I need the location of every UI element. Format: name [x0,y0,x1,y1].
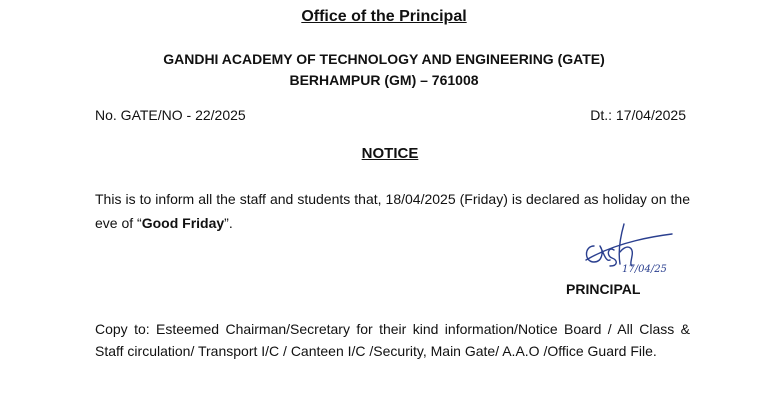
signature-icon [580,216,680,278]
institution-header [0,49,768,91]
reference-line [95,107,686,123]
principal-designation: PRINCIPAL [566,281,641,297]
signature-date: 17/04/25 [622,264,667,275]
copy-to-list: Copy to: Esteemed Chairman/Secretary for their kind information/Notice Board / All Class & Staff circulation/ Transport I/C / Canteen I/C /Security, Main Gate/ A.A.O /Office Guard File. [95,321,690,359]
reference-number: No. GATE/NO - 22/2025 [95,107,246,123]
notice-body-suffix: ”. [224,215,233,231]
institution-address: BERHAMPUR (GM) – 761008 [289,72,479,88]
notice-heading: NOTICE [361,145,419,162]
office-title: Office of the Principal [301,8,467,25]
reference-date: Dt.: 17/04/2025 [590,107,686,123]
institution-name: GANDHI ACADEMY OF TECHNOLOGY AND ENGINEERING (GATE) [163,51,605,67]
notice-body-emphasis: Good Friday [141,215,225,231]
principal-signature [580,216,680,278]
notice-body-prefix: This is to inform all the staff and students that, 18/04/2025 (Friday) is declared as holiday on the eve of “ [95,191,690,231]
